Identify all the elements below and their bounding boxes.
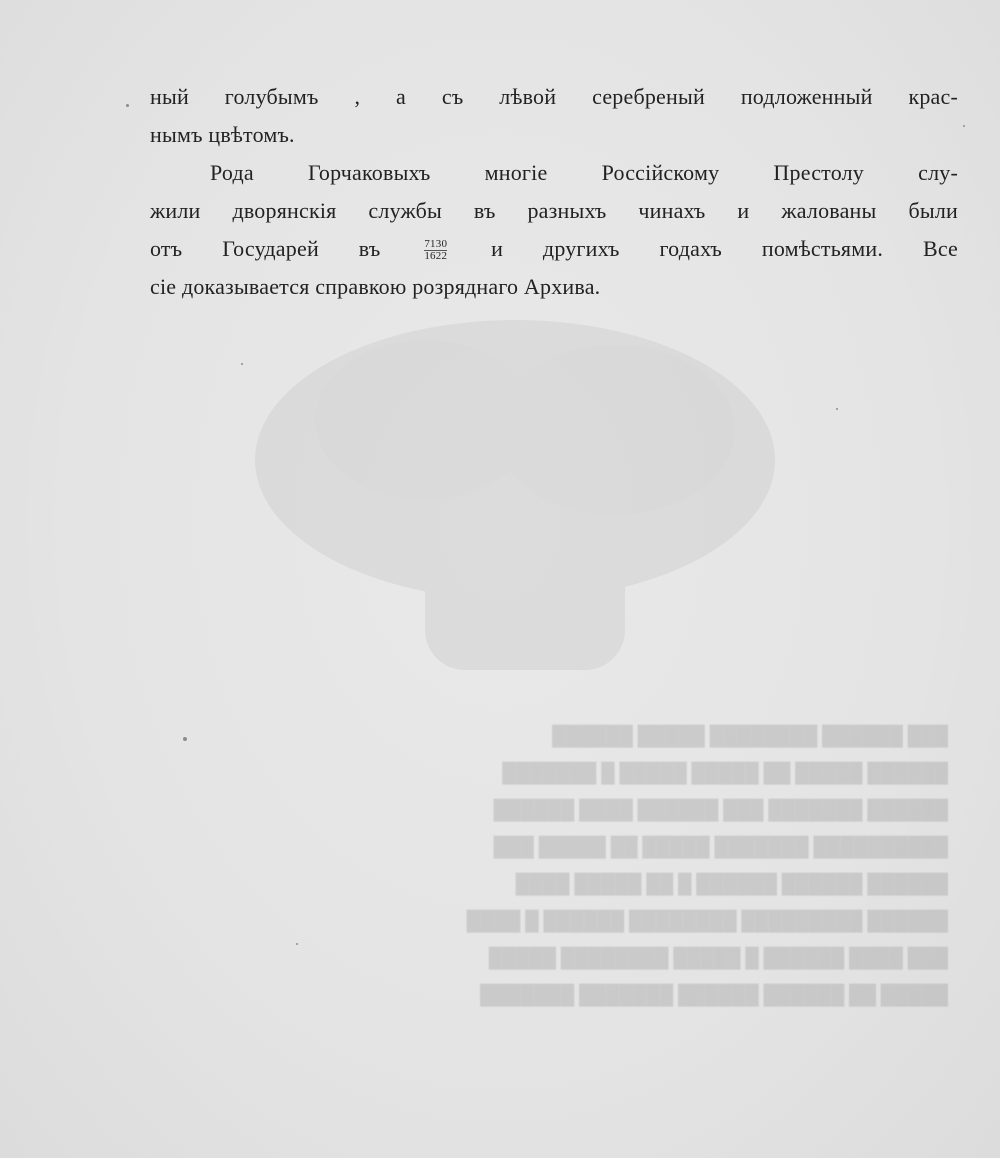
ink-speck <box>241 363 243 365</box>
bleed-through-engraving <box>225 300 805 680</box>
year-denominator: 1622 <box>424 250 448 263</box>
bleed-through-text: ███ ██████ ████████ █████ ██████ ██████ █████ ██ █████ █████ █ ███████ ██████ ███████ ███ ██████ ████ ██████ ██████████ ███████ █████ ██ █████ ███ ██████ ██████ ██████ █ ██ █████ ████ ██████ █████████ ████████ ██████ █ ████ ███ ████ ██████ █ █████ ████████ █████ █████ ██ ██████ ██████ ███████ ███████ <box>466 726 948 1006</box>
body-text <box>150 78 958 306</box>
ink-speck <box>183 737 187 741</box>
text-line: Рода Горчаковыхъ многіе Россійскому Престолу слу- <box>210 160 958 185</box>
text-line <box>150 230 958 268</box>
ink-speck <box>296 943 298 945</box>
year-numerator: 7130 <box>424 238 448 251</box>
ink-speck <box>126 104 129 107</box>
year-fraction <box>424 239 447 262</box>
text-line: сіе доказывается справкою розряднаго Архива. <box>150 274 601 299</box>
ink-speck <box>836 408 838 410</box>
text-segment: и другихъ годахъ помѣстьями. Все <box>491 236 959 261</box>
text-segment: отъ Государей въ <box>150 236 381 261</box>
ink-speck <box>963 125 965 127</box>
text-line: жили дворянскія службы въ разныхъ чинахъ и жалованы были <box>150 198 958 223</box>
text-line: нымъ цвѣтомъ. <box>150 122 295 147</box>
text-line: ный голубымъ , а съ лѣвой серебреный подложенный крас- <box>150 84 958 109</box>
